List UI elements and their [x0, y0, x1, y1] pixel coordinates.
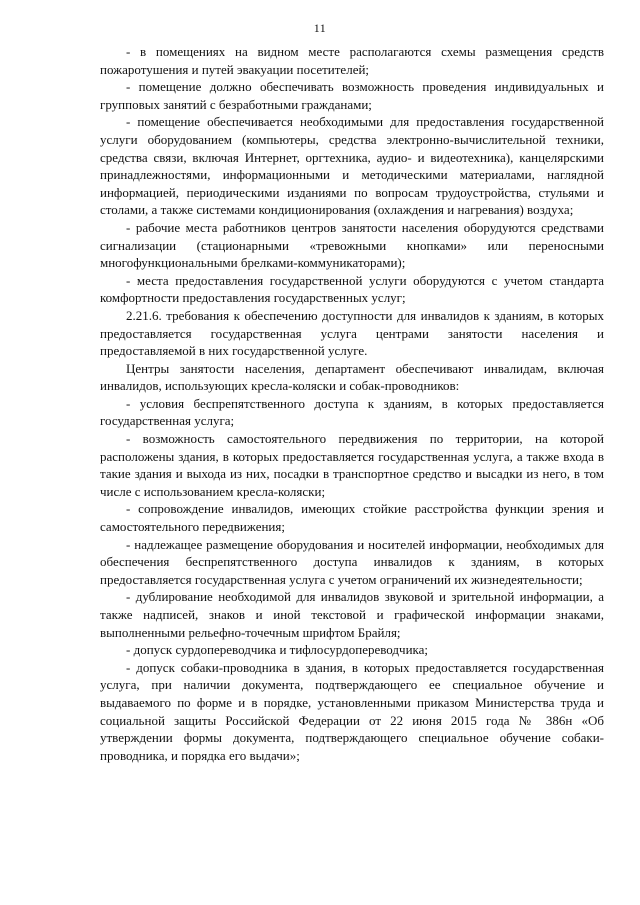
- paragraph-group-sessions: - помещение должно обеспечивать возможность проведения индивидуальных и групповых занятий с безработными гражданами;: [100, 79, 604, 112]
- paragraph-escort: - сопровождение инвалидов, имеющих стойкие расстройства функции зрения и самостоятельного передвижения;: [100, 501, 604, 535]
- paragraph-evacuation-schemes: - в помещениях на видном месте располагаются схемы размещения средств пожаротушения и путей эвакуации посетителей;: [100, 44, 604, 77]
- paragraph-unobstructed-access: - условия беспрепятственного доступа к зданиям, в которых предоставляется государственная услуга;: [100, 395, 604, 429]
- paragraph-sign-interpreter: - допуск сурдопереводчика и тифлосурдопереводчика;: [126, 642, 429, 658]
- paragraph-information-placement: - надлежащее размещение оборудования и носителей информации, необходимых для обеспечения беспрепятственного доступа инвалидов к зданиям, в которых предоставляется государственная услуга с учетом ограничений их жизнедеятельности;: [100, 536, 604, 587]
- page-number: 11: [313, 21, 327, 35]
- paragraph-braille-duplication: - дублирование необходимой для инвалидов звуковой и зрительной информации, а также надписей, знаков и иной текстовой и графической информации знаками, выполненными рельефно-точечным шрифтом Брайля;: [100, 589, 604, 640]
- document-body: [100, 43, 604, 764]
- paragraph-equipment: - помещение обеспечивается необходимыми для предоставления государственной услуги оборудованием (компьютеры, средства электронно-вычислительной техники, средства связи, включая Интернет, оргтехника, аудио- и видеотехника), канцелярскими принадлежностями, информационными и методическими материалами, наглядной информацией, периодическими изданиями по вопросам трудоустройства, стульями и столами, а также системами кондиционирования (охлаждения и нагревания) воздуха;: [100, 114, 604, 218]
- paragraph-guide-dog: - допуск собаки-проводника в здания, в которых предоставляется государственная услуга, при наличии документа, подтверждающего ее специальное обучение и выдаваемого по форме и в порядке, установленными приказом Министерства труда и социальной защиты Российской Федерации от 22 июня 2015 года № 386н «Об утверждении формы документа, подтверждающего специальное обучение собаки-проводника, и порядка его выдачи»;: [100, 659, 604, 763]
- paragraph-centers-provide: Центры занятости населения, департамент обеспечивают инвалидам, включая инвалидов, использующих кресла-коляски и собак-проводников:: [100, 360, 604, 394]
- paragraph-independent-movement: - возможность самостоятельного передвижения по территории, на которой расположены здания, в которых предоставляется государственная услуга, а также входа в такие здания и выхода из них, посадки в транспортное средство и высадки из него, в том числе с использованием кресла-коляски;: [100, 431, 604, 499]
- paragraph-accessibility-requirements: 2.21.6. требования к обеспечению доступности для инвалидов к зданиям, в которых предоставляется государственная услуга центрами занятости населения и предоставляемой в них государственной услуге.: [100, 307, 604, 359]
- paragraph-alarm-systems: - рабочие места работников центров занятости населения оборудуются средствами сигнализации (стационарными «тревожными кнопками» или переносными многофункциональными брелками-коммуникаторами);: [100, 219, 604, 271]
- paragraph-comfort-standard: - места предоставления государственной услуги оборудуются с учетом стандарта комфортности предоставления государственных услуг;: [100, 272, 604, 306]
